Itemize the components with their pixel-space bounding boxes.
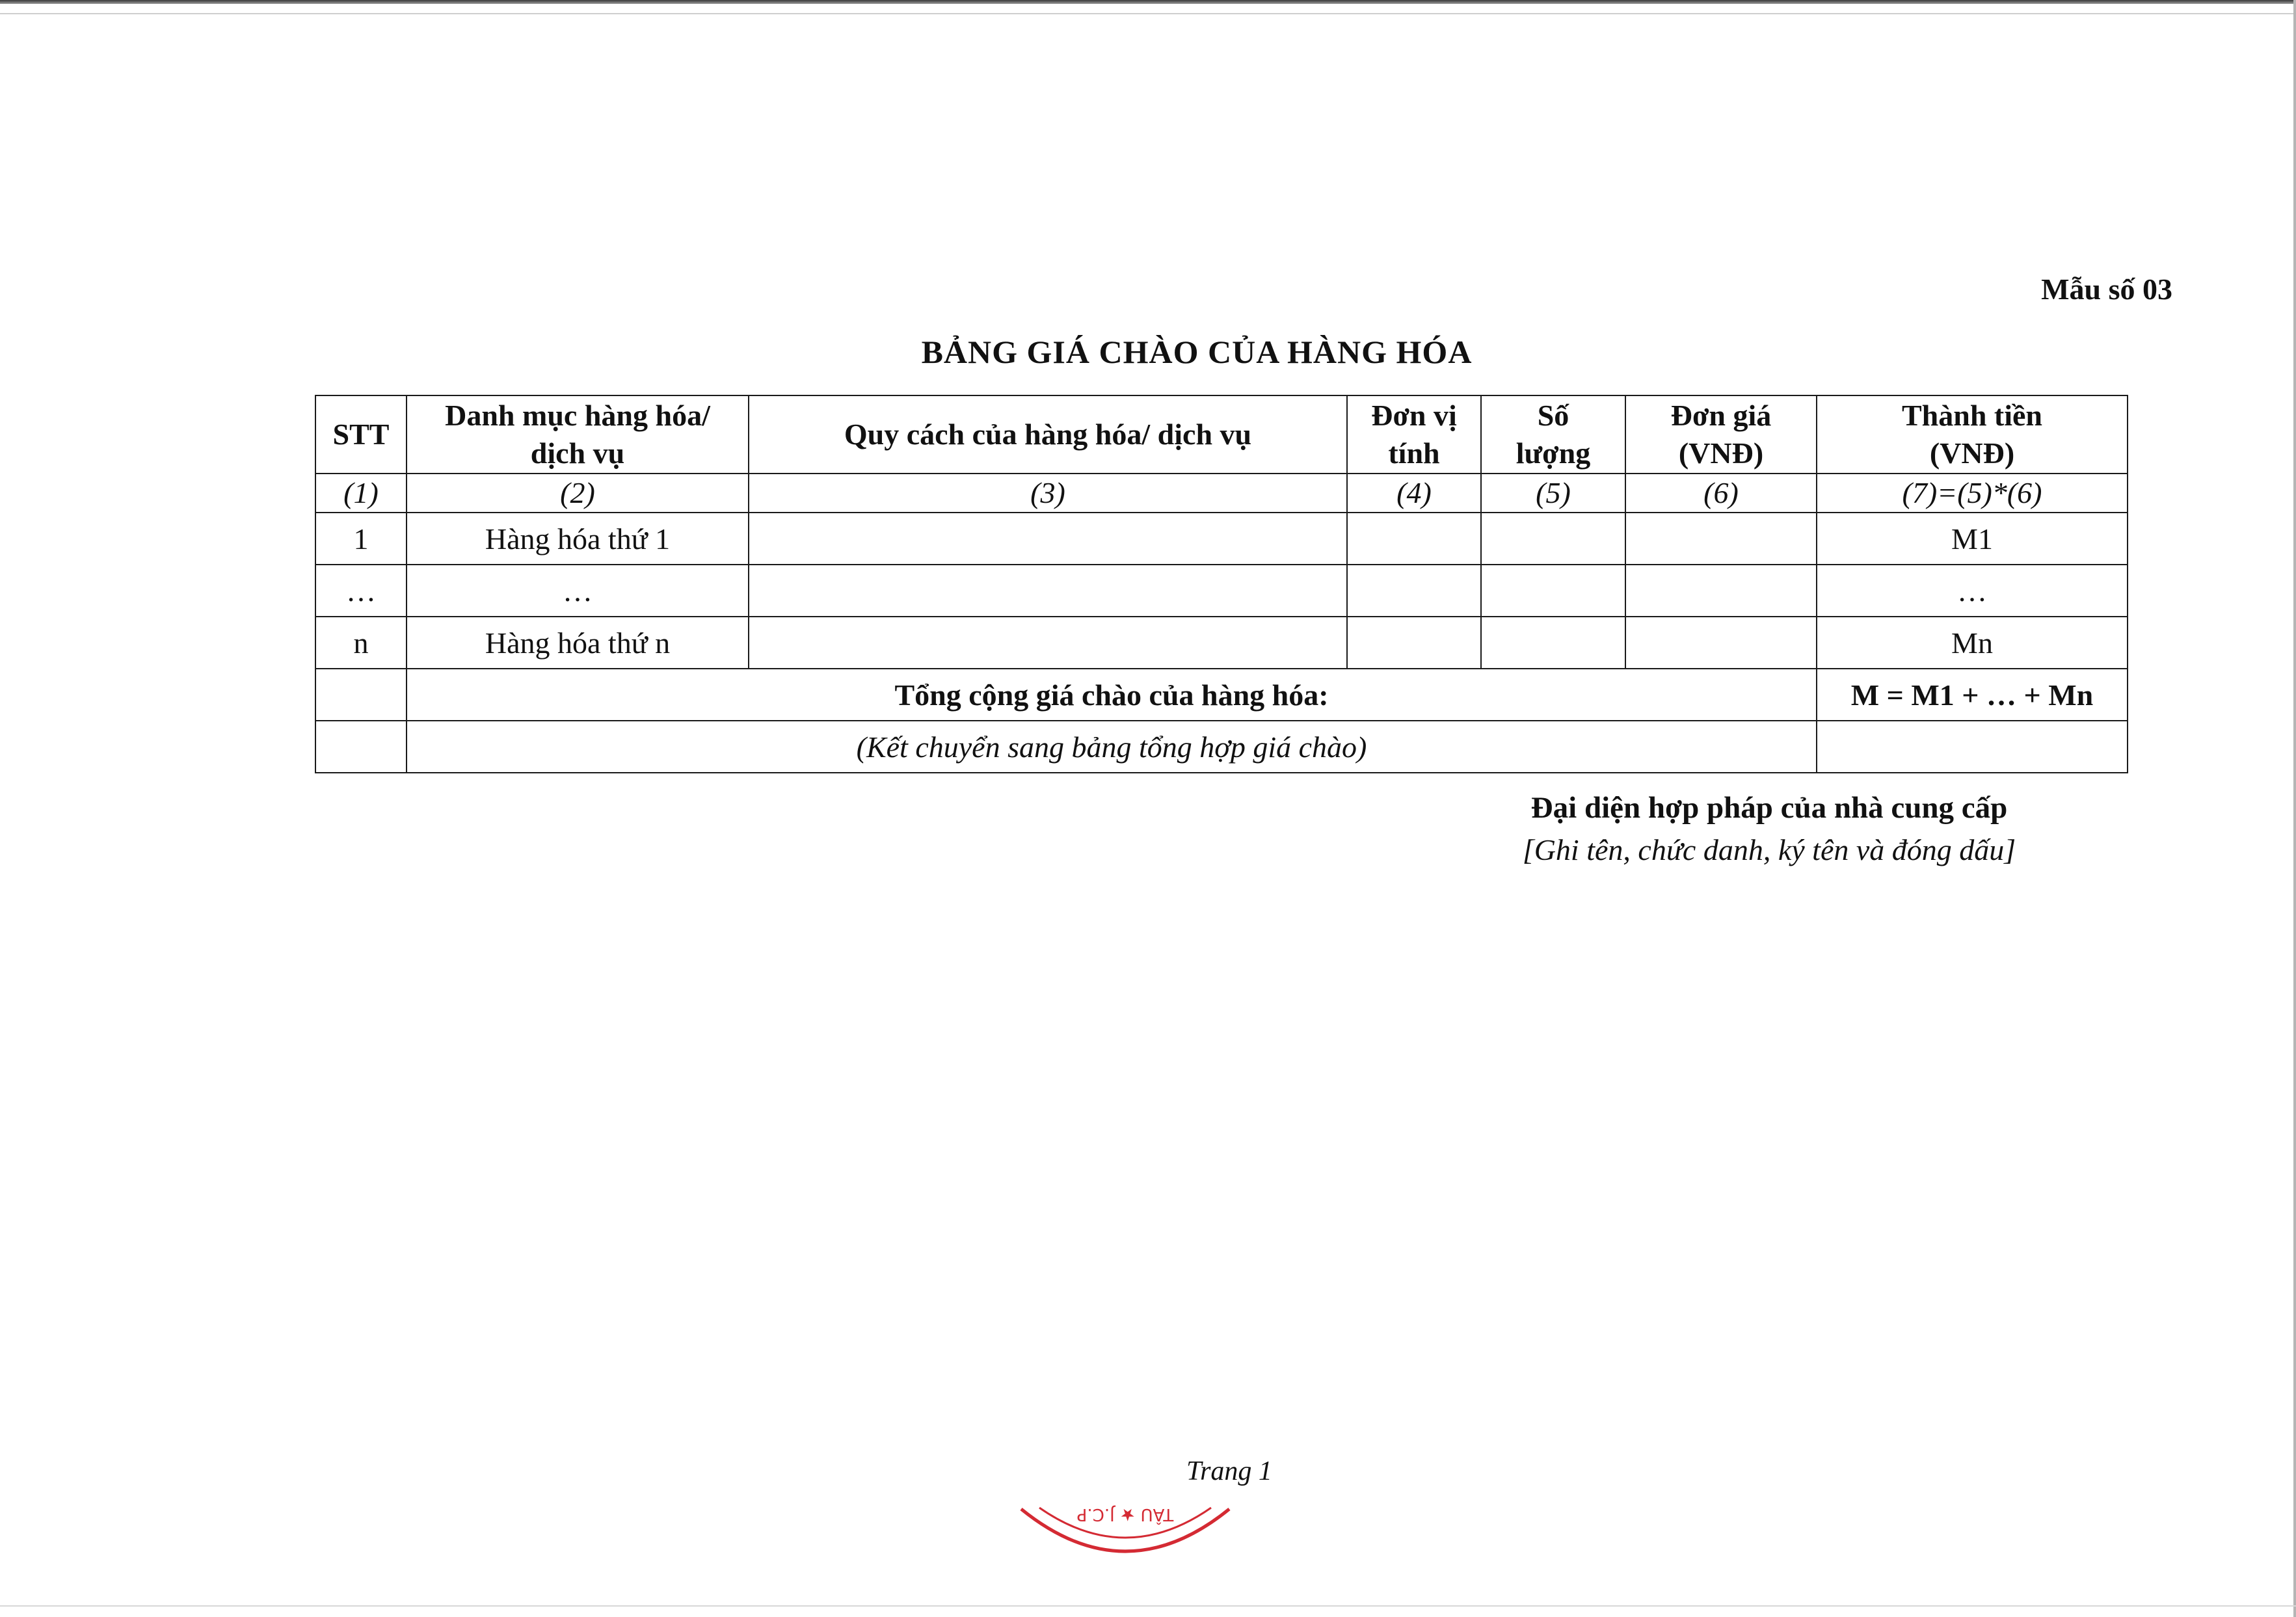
cell-stt-empty (315, 721, 407, 773)
total-label: Tổng cộng giá chào của hàng hóa: (407, 669, 1817, 721)
carry-note-row (315, 721, 2128, 773)
column-index: (5) (1481, 474, 1625, 513)
table-row (315, 513, 2128, 565)
cell-quantity (1481, 617, 1625, 669)
header-unit-price: Đơn giá (VNĐ) (1625, 395, 1817, 474)
header-spec: Quy cách của hàng hóa/ dịch vụ (749, 395, 1347, 474)
table-header-row (315, 395, 2128, 474)
cell-stt-empty (315, 669, 407, 721)
column-index: (4) (1347, 474, 1481, 513)
total-formula: M = M1 + … + Mn (1817, 669, 2128, 721)
cell-unit-price (1625, 617, 1817, 669)
cell-name: … (407, 565, 749, 617)
red-seal-stamp-icon (1015, 1496, 1236, 1568)
cell-stt: … (315, 565, 407, 617)
price-table (315, 395, 2128, 773)
total-row (315, 669, 2128, 721)
column-index-row (315, 474, 2128, 513)
page-number: Trang 1 (1186, 1456, 1272, 1486)
header-quantity: Số lượng (1481, 395, 1625, 474)
table-row (315, 617, 2128, 669)
column-index: (3) (749, 474, 1347, 513)
cell-stt: n (315, 617, 407, 669)
column-index: (6) (1625, 474, 1817, 513)
stamp-text: TÂU ★ J.C.P (1076, 1504, 1174, 1524)
cell-amount: Mn (1817, 617, 2128, 669)
cell-unit (1347, 513, 1481, 565)
cell-stt: 1 (315, 513, 407, 565)
representative-instruction: [Ghi tên, chức danh, ký tên và đóng dấu] (1522, 833, 2016, 866)
header-category: Danh mục hàng hóa/ dịch vụ (407, 395, 749, 474)
cell-unit-price (1625, 513, 1817, 565)
column-index: (1) (315, 474, 407, 513)
cell-spec (749, 513, 1347, 565)
cell-name: Hàng hóa thứ 1 (407, 513, 749, 565)
cell-amount: … (1817, 565, 2128, 617)
table-row (315, 565, 2128, 617)
cell-amount: M1 (1817, 513, 2128, 565)
cell-quantity (1481, 565, 1625, 617)
scan-line-top (0, 13, 2296, 14)
cell-unit-price (1625, 565, 1817, 617)
page-title: BẢNG GIÁ CHÀO CỦA HÀNG HÓA (921, 334, 1473, 370)
representative-title: Đại diện hợp pháp của nhà cung cấp (1530, 791, 2008, 825)
cell-unit (1347, 565, 1481, 617)
cell-spec (749, 617, 1347, 669)
form-number: Mẫu số 03 (2041, 273, 2172, 306)
header-amount: Thành tiền (VNĐ) (1817, 395, 2128, 474)
column-index: (2) (407, 474, 749, 513)
cell-quantity (1481, 513, 1625, 565)
header-unit: Đơn vị tính (1347, 395, 1481, 474)
scan-edge-top (0, 0, 2296, 4)
cell-spec (749, 565, 1347, 617)
column-index: (7)=(5)*(6) (1817, 474, 2128, 513)
cell-unit (1347, 617, 1481, 669)
scan-edge-right (2293, 0, 2296, 1617)
cell-name: Hàng hóa thứ n (407, 617, 749, 669)
cell-amount-empty (1817, 721, 2128, 773)
header-stt: STT (315, 395, 407, 474)
carry-note: (Kết chuyển sang bảng tổng hợp giá chào) (407, 721, 1817, 773)
scan-line-bottom (0, 1605, 2296, 1607)
